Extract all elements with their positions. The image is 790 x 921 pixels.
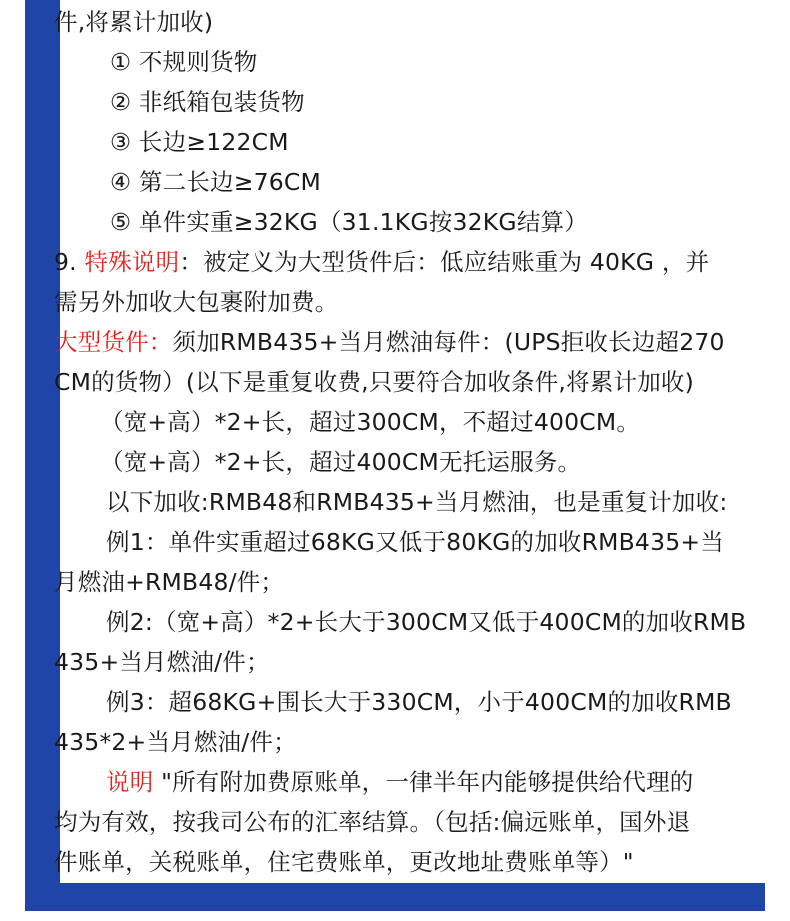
list-item: ③ 长边≥122CM (110, 128, 289, 156)
list-item: ② 非纸箱包装货物 (110, 88, 305, 116)
text-line: 435+当月燃油/件； (54, 648, 270, 676)
list-item: ① 不规则货物 (110, 48, 258, 76)
note-label: 说明 (106, 768, 154, 796)
example-line: 例1：单件实重超过68KG又低于80KG的加收RMB435+当 (106, 528, 724, 556)
rule-line: （宽+高）*2+长，超过300CM，不超过400CM。 (100, 408, 641, 436)
note-line: 说明 "所有附加费原账单，一律半年内能够提供给代理的 (106, 768, 694, 796)
text-line: CM的货物）(以下是重复收费,只要符合加收条件,将累计加收) (54, 368, 694, 396)
list-item: ⑤ 单件实重≥32KG（31.1KG按32KG结算） (110, 208, 588, 236)
example-line: 例2:（宽+高）*2+长大于300CM又低于400CM的加收RMB (106, 608, 747, 636)
example-line: 例3：超68KG+围长大于330CM，小于400CM的加收RMB (106, 688, 732, 716)
large-package-line: 大型货件：须加RMB435+当月燃油每件：(UPS拒收长边超270 (54, 328, 725, 356)
text-line: 件,将累计加收) (54, 8, 214, 36)
rule-line: （宽+高）*2+长，超过400CM无托运服务。 (100, 448, 582, 476)
text-line: 以下加收:RMB48和RMB435+当月燃油，也是重复计加收: (106, 488, 728, 516)
document-text (54, 2, 747, 882)
text-line: 件账单，关税账单，住宅费账单，更改地址费账单等）" (54, 848, 634, 876)
list-item: ④ 第二长边≥76CM (110, 168, 322, 196)
special-note-label: 特殊说明 (84, 248, 180, 276)
special-note-line: 9. 特殊说明：被定义为大型货件后：低应结账重为 40KG ，并 (54, 248, 710, 276)
text-line: 435*2+当月燃油/件； (54, 728, 297, 756)
text-line: 均为有效，按我司公布的汇率结算。（包括:偏远账单，国外退 (54, 808, 691, 836)
text-line: 月燃油+RMB48/件； (54, 568, 285, 596)
large-package-label: 大型货件： (54, 328, 173, 356)
text-line: 需另外加收大包裹附加费。 (54, 288, 339, 316)
